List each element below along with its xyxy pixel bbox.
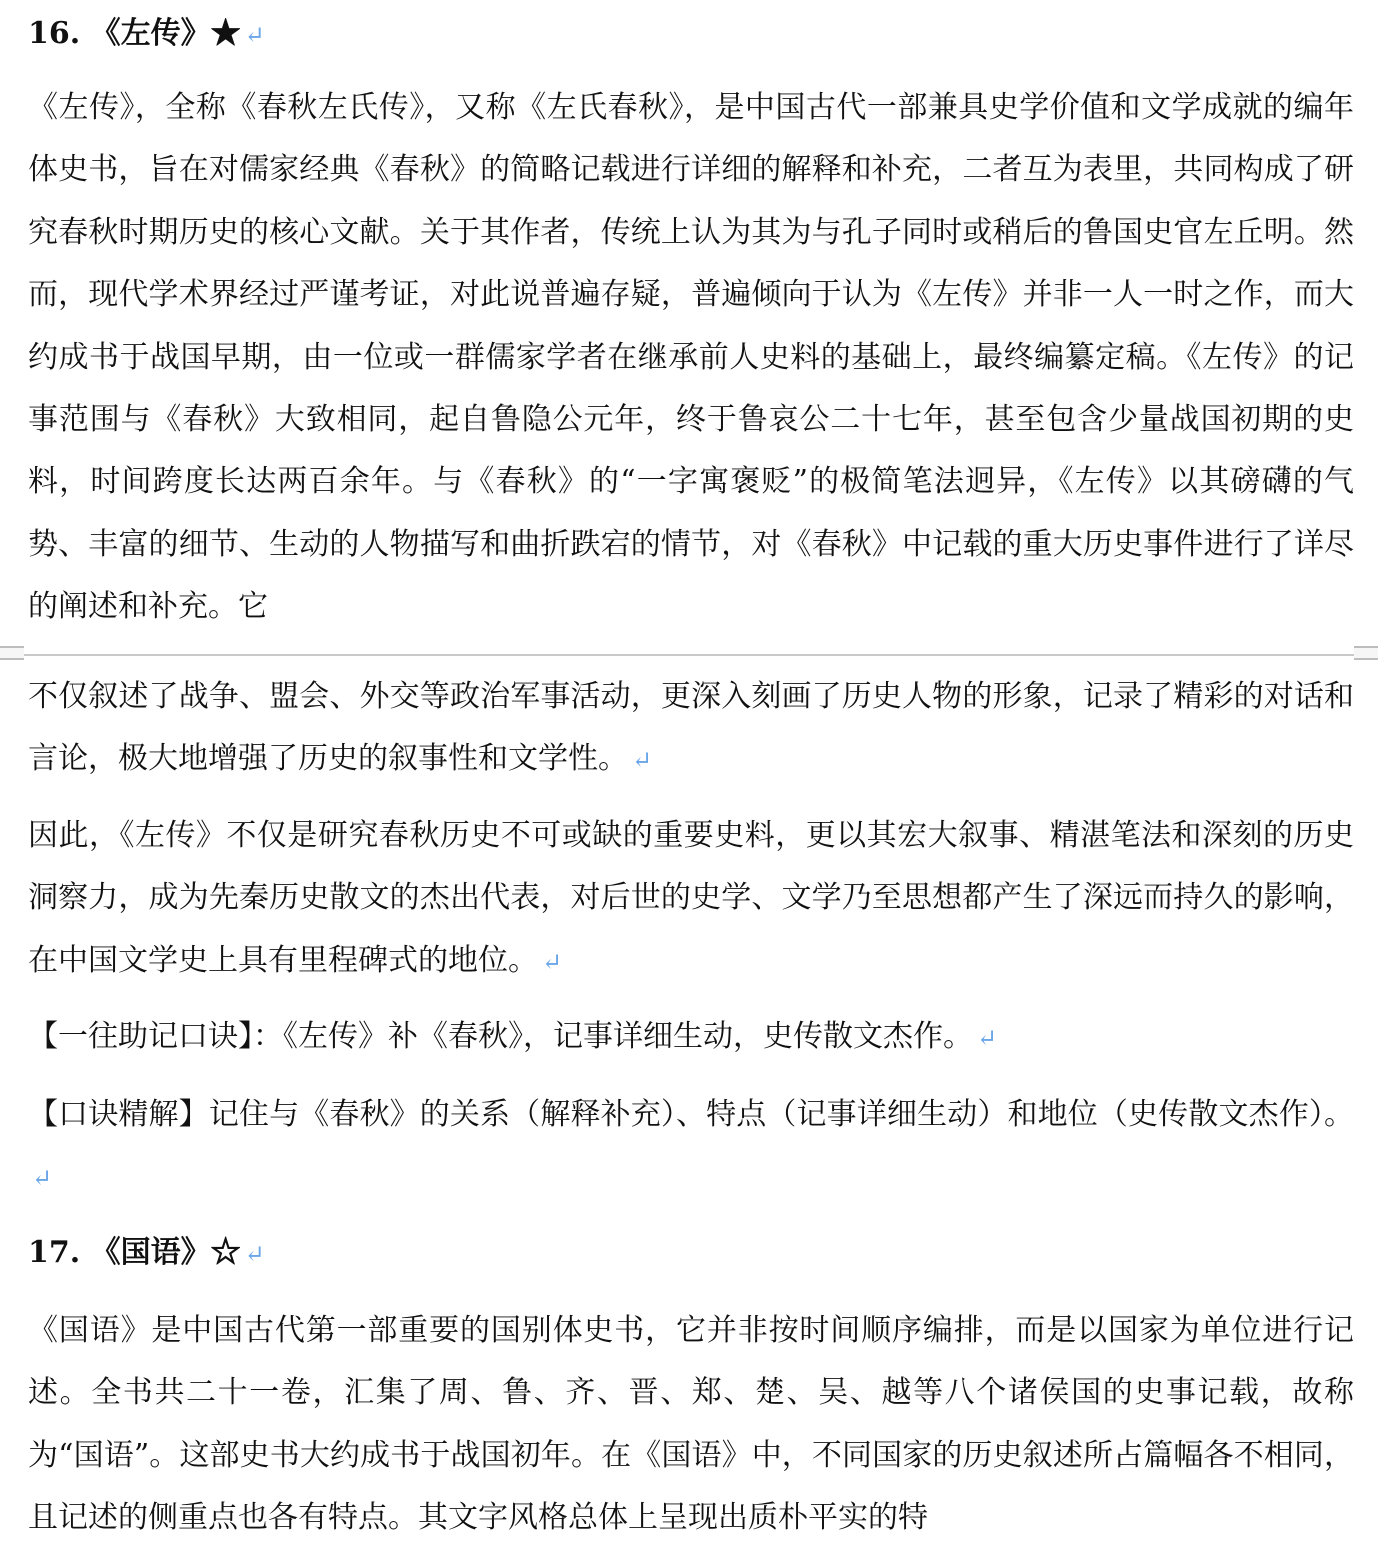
page-break-line: [0, 654, 1378, 656]
paragraph-mark-icon: ↵: [244, 1240, 265, 1268]
paragraph-mark-icon: ↵: [32, 1164, 53, 1193]
section-17-heading: [28, 1233, 1354, 1274]
section-16-paragraph-2-text: 因此，《左传》不仅是研究春秋历史不可或缺的重要史料，更以其宏大叙事、精湛笔法和深刻的历史洞察力，成为先秦历史散文的杰出代表，对后世的史学、文学乃至思想都产生了深远而持久的影响，在中国文学史上具有里程碑式的地位。: [28, 818, 1354, 978]
section-16-paragraph-1-bottom: [28, 666, 1354, 792]
page-break-handle-right-icon[interactable]: [1354, 646, 1378, 660]
paragraph-mark-icon: ↵: [977, 1024, 998, 1052]
section-17-paragraph-1: 《国语》是中国古代第一部重要的国别体史书，它并非按时间顺序编排，而是以国家为单位进行记述。全书共二十一卷，汇集了周、鲁、齐、晋、郑、楚、吴、越等八个诸侯国的史事记载，故称为“国语”。这部史书大约成书于战国初年。在《国语》中，不同国家的历史叙述所占篇幅各不相同，且记述的侧重点也各有特点。其文字风格总体上呈现出质朴平实的特: [28, 1313, 1354, 1536]
section-16-paragraph-1-bottom-text: 不仅叙述了战争、盟会、外交等政治军事活动，更深入刻画了历史人物的形象，记录了精彩的对话和言论，极大地增强了历史的叙事性和文学性。: [28, 679, 1354, 777]
section-16-heading-text: 16. 《左传》★: [28, 16, 241, 51]
section-17-heading-text: 17. 《国语》☆: [28, 1235, 241, 1270]
section-16-paragraph-1-top: 《左传》，全称《春秋左氏传》，又称《左氏春秋》，是中国古代一部兼具史学价值和文学成就的编年体史书，旨在对儒家经典《春秋》的简略记载进行详细的解释和补充，二者互为表里，共同构成了研究春秋时期历史的核心文献。关于其作者，传统上认为其为与孔子同时或稍后的鲁国史官左丘明。然而，现代学术界经过严谨考证，对此说普遍存疑，普遍倾向于认为《左传》并非一人一时之作，而大约成书于战国早期，由一位或一群儒家学者在继承前人史料的基础上，最终编纂定稿。《左传》的记事范围与《春秋》大致相同，起自鲁隐公元年，终于鲁哀公二十七年，甚至包含少量战国初期的史料，时间跨度长达两百余年。与《春秋》的“一字寓褒贬”的极简笔法迥异，《左传》以其磅礴的气势、丰富的细节、生动的人物描写和曲折跌宕的情节，对《春秋》中记载的重大历史事件进行了详尽的阐述和补充。它: [28, 90, 1354, 625]
page-break-handle-left-icon[interactable]: [0, 646, 24, 660]
paragraph-mark-icon: ↵: [632, 746, 653, 775]
paragraph-mark-icon: ↵: [542, 947, 563, 976]
section-16-mnemonic-text: 【一往助记口诀】：《左传》补《春秋》，记事详细生动，史传散文杰作。: [28, 1019, 973, 1054]
section-16-explanation-text: 【口诀精解】记住与《春秋》的关系（解释补充）、特点（记事详细生动）和地位（史传散文杰作）。: [28, 1097, 1354, 1132]
section-16-paragraph-2: [28, 805, 1354, 993]
section-16-heading: [28, 14, 1354, 55]
paragraph-mark-icon: ↵: [244, 21, 265, 49]
section-16-explanation: [28, 1084, 1354, 1210]
section-16-mnemonic: [28, 1006, 1354, 1069]
